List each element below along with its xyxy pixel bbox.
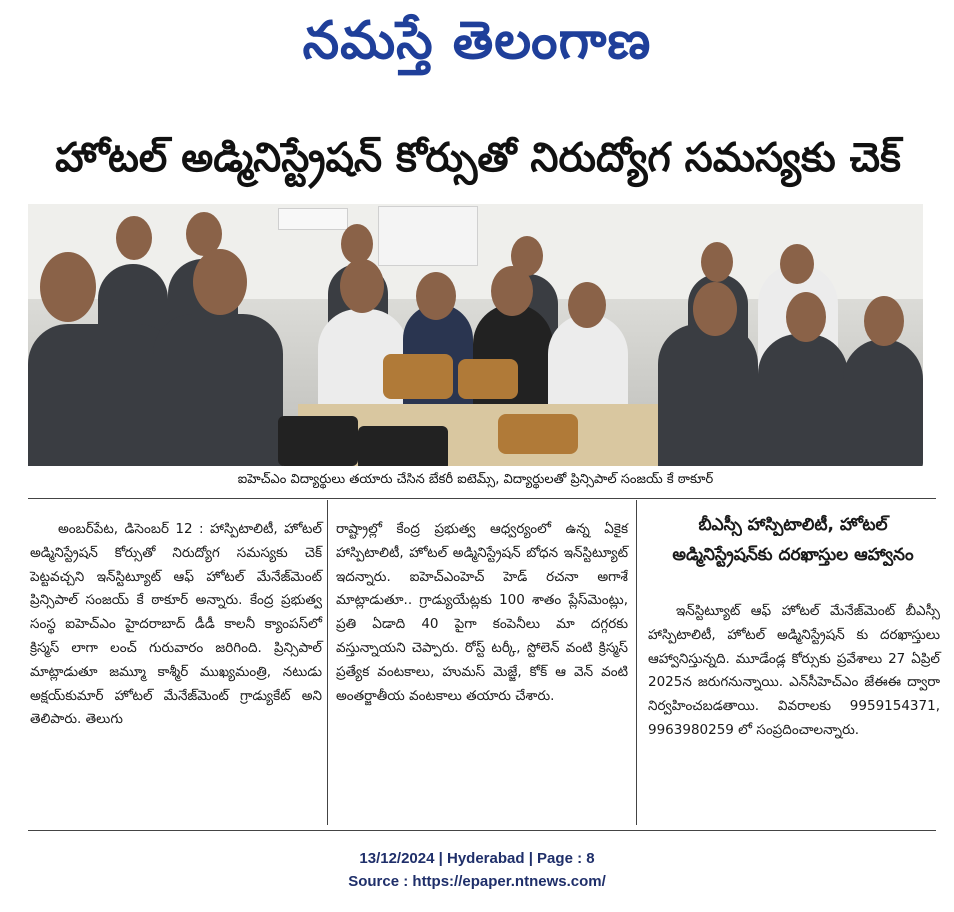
photo-caption: ఐహెచ్ఎం విద్యార్థులు తయారు చేసిన బేకరీ ఐటెమ్స్, విద్యార్థులతో ప్రిన్సిపాల్ సంజయ్ కే ఠాకూర్ [237, 472, 714, 487]
article-column-2: రాష్ట్రాల్లో కేంద్ర ప్రభుత్వ ఆధ్వర్యంలో ఉన్న ఏకైక హాస్పిటాలిటీ, హోటల్ అడ్మినిస్ట్రేషన్ బోధన ఇన్‌స్టిట్యూట్ ఇదన్నారు. ఐహెచ్ఎంహెచ్ హెడ్ రచనా అగాశే మాట్లాడుతూ.. గ్రాడ్యుయేట్లకు 100 శాతం ప్లేస్‌మెంట్లు, ప్రతి ఏడాది 40 పైగా కంపెనీలు మా దగ్గరకు వస్తున్నాయని చెప్పారు. రోస్ట్ టర్కీ, స్టోలెన్ వంటి క్రిస్మస్ ప్రత్యేక వంటకాలు, హుమస్ మెజ్జే, కోక్ ఆ వెన్ వంటి అంతర్జాతీయ వంటకాలు తయారు చేశారు. [336, 521, 628, 704]
column-divider [636, 500, 637, 825]
divider [28, 830, 936, 831]
divider [28, 498, 936, 499]
source-link[interactable]: Source : https://epaper.ntnews.com/ [348, 873, 606, 890]
dateline: 13/12/2024 | Hyderabad | Page : 8 [359, 850, 595, 867]
sidebar-heading: బీఎస్సీ హాస్పిటాలిటీ, హోటల్ అడ్మినిస్ట్రేషన్‌కు దరఖాస్తుల ఆహ్వానం [672, 515, 914, 565]
news-photo [28, 204, 923, 466]
sidebar-body: ఇన్‌స్టిట్యూట్ ఆఫ్ హోటల్ మేనేజ్‌మెంట్ బీఎస్సీ హాస్పిటాలిటీ, హోటల్ అడ్మినిస్ట్రేషన్ కు దరఖాస్తులు ఆహ్వానిస్తున్నది. మూడేండ్ల కోర్సుకు ప్రవేశాలు 27 ఏప్రిల్ 2025న జరుగనున్నాయి. ఎన్‌సీహెచ్ఎం జేఈఈ ద్వారా నిర్వహించబడతాయి. వివరాలకు 9959154371, 9963980259 లో సంప్రదించాలన్నారు. [648, 603, 940, 738]
column-divider [327, 500, 328, 825]
article-headline: హోటల్ అడ్మినిస్ట్రేషన్ కోర్సుతో నిరుద్యోగ సమస్యకు చెక్ [55, 135, 901, 181]
article-column-1: అంబర్‌పేట, డిసెంబర్ 12 : హాస్పిటాలిటీ, హోటల్ అడ్మినిస్ట్రేషన్ కోర్సుతో నిరుద్యోగ సమస్యకు చెక్ పెట్టవచ్చని ఇన్‌స్టిట్యూట్ ఆఫ్ హోటల్ మేనేజ్‌మెంట్ ప్రిన్సిపాల్ సంజయ్ కే ఠాకూర్ అన్నారు. కేంద్ర ప్రభుత్వ సంస్థ ఐహెచ్ఎం హైదరాబాద్ డీడీ కాలనీ క్యాంపస్‌లో క్రిస్మస్ లాగా లంచ్ గురువారం జరిగింది. ప్రిన్సిపాల్ మాట్లాడుతూ జమ్మూ కాశ్మీర్ ముఖ్యమంత్రి, నటుడు అక్షయ్‌కుమార్ హోటల్ మేనేజ్‌మెంట్ గ్రాడ్యుకేట్ అని తెలిపారు. తెలుగు [30, 521, 322, 728]
newspaper-masthead: నమస్తే తెలంగాణ [302, 11, 652, 71]
